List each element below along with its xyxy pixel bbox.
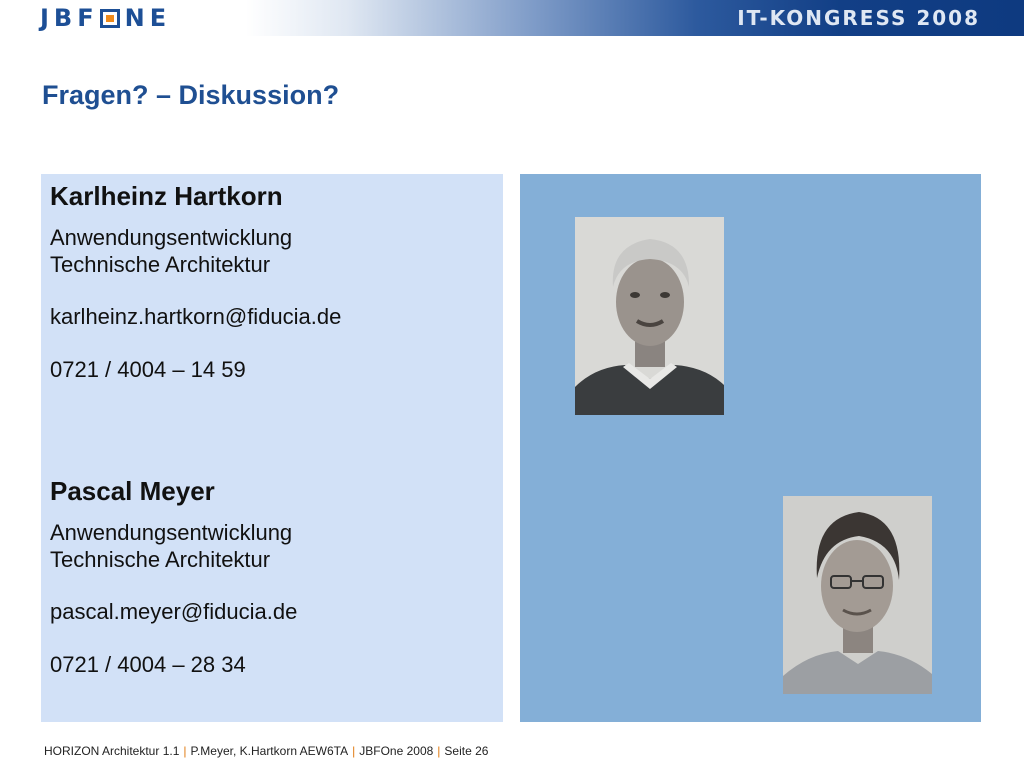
- department-line: Technische Architektur: [50, 547, 271, 572]
- contact-phone: 0721 / 4004 – 14 59: [50, 357, 246, 382]
- footer-separator: |: [437, 744, 441, 758]
- footer: [44, 744, 488, 758]
- footer-presentation: HORIZON Architektur 1.1: [44, 744, 180, 758]
- footer-authors: P.Meyer, K.Hartkorn AEW6TA: [190, 744, 349, 758]
- contact-card: [50, 180, 341, 383]
- contact-name: Pascal Meyer: [50, 476, 215, 506]
- contact-phone: 0721 / 4004 – 28 34: [50, 652, 246, 677]
- photos-panel: [520, 174, 981, 722]
- footer-page-number: Seite 26: [444, 744, 489, 758]
- header-bar: [0, 0, 1024, 36]
- portrait-photo-hartkorn: [575, 217, 724, 415]
- contact-email: karlheinz.hartkorn@fiducia.de: [50, 304, 342, 329]
- contact-email: pascal.meyer@fiducia.de: [50, 599, 298, 624]
- jbfone-logo: JBF NE: [40, 4, 172, 32]
- contact-department: [50, 224, 341, 278]
- department-line: Technische Architektur: [50, 252, 271, 277]
- event-title: IT-KONGRESS 2008: [737, 6, 980, 30]
- contact-name: Karlheinz Hartkorn: [50, 181, 283, 211]
- footer-event: JBFOne 2008: [359, 744, 434, 758]
- footer-separator: |: [352, 744, 356, 758]
- department-line: Anwendungsentwicklung: [50, 225, 293, 250]
- department-line: Anwendungsentwicklung: [50, 520, 293, 545]
- contact-card: [50, 475, 297, 678]
- logo-o-square-icon: [100, 9, 120, 28]
- footer-separator: |: [183, 744, 187, 758]
- contacts-panel: [41, 174, 503, 722]
- portrait-photo-meyer: [783, 496, 932, 694]
- page-title: Fragen? – Diskussion?: [42, 80, 340, 110]
- contact-department: [50, 519, 297, 573]
